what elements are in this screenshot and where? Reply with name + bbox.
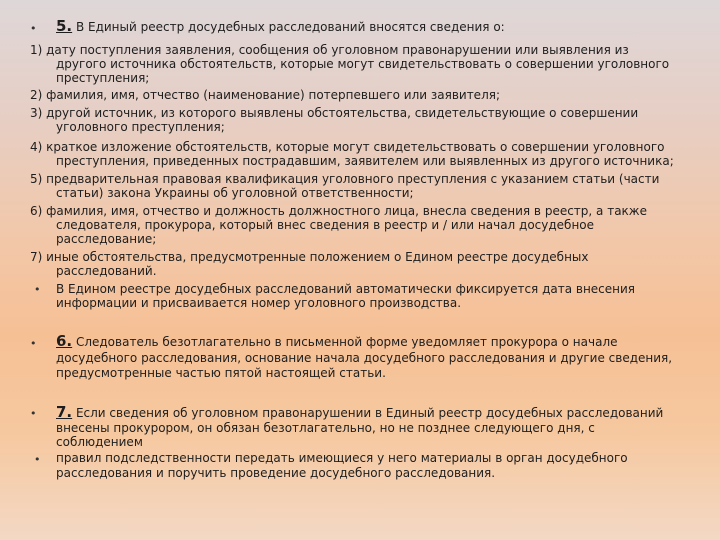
section-5-heading [56, 19, 505, 34]
list-item-7-line-1: 7) иные обстоятельства, предусмотренные положением о Едином реестре досудебных [30, 250, 589, 264]
section-7-line-1 [56, 405, 663, 420]
list-item-2-line-1: 2) фамилия, имя, отчество (наименование) потерпевшего или заявителя; [30, 88, 500, 102]
bullet-marker: • [30, 407, 37, 420]
list-item-3-line-2: уголовного преступления; [56, 120, 225, 134]
section-7-line-2: внесены прокурором, он обязан безотлагательно, но не позднее следующего дня, с [56, 421, 595, 435]
bullet-marker: • [30, 337, 37, 350]
section-5-number: 5. [56, 17, 73, 35]
list-item-6-line-2: следователя, прокурора, который внес сведения в реестр и / или начал досудебное [56, 218, 595, 232]
list-item-3-line-1: 3) другой источник, из которого выявлены обстоятельства, свидетельствующие о совершении [30, 106, 639, 120]
section-7-rule-line-1: правил подследственности передать имеющиеся у него материалы в орган досудебного [56, 451, 628, 465]
section-7-text-1: Если сведения об уголовном правонарушении в Единый реестр досудебных расследований [72, 406, 664, 420]
section-6-line-3: предусмотренные частью пятой настоящей статьи. [56, 366, 386, 380]
list-item-7-line-2: расследований. [56, 264, 157, 278]
section-5-note-line-2: информации и присваивается номер уголовного производства. [56, 296, 462, 310]
list-item-5-line-1: 5) предварительная правовая квалификация уголовного преступления с указанием статьи (части [30, 172, 660, 186]
list-item-1-line-1: 1) дату поступления заявления, сообщения об уголовном правонарушении или выявления из [30, 43, 629, 57]
section-7-rule-line-2: расследования и поручить проведение досудебного расследования. [56, 466, 496, 480]
list-item-4-line-2: преступления, приведенных пострадавшим, заявителем или выявленных из другого источника; [56, 154, 674, 168]
bullet-marker: • [34, 453, 41, 466]
section-6-line-1 [56, 334, 618, 349]
list-item-5-line-2: статьи) закона Украины об уголовной ответственности; [56, 186, 414, 200]
section-6-text-1: Следователь безотлагательно в письменной форме уведомляет прокурора о начале [72, 335, 618, 349]
section-7-number: 7. [56, 403, 73, 421]
section-6-number: 6. [56, 332, 73, 350]
section-5-note-line-1: В Едином реестре досудебных расследований автоматически фиксируется дата внесения [56, 282, 636, 296]
list-item-6-line-1: 6) фамилия, имя, отчество и должность должностного лица, внесла сведения в реестр, а также [30, 204, 647, 218]
section-7-line-3: соблюдением [56, 435, 143, 449]
list-item-1-line-3: преступления; [56, 71, 150, 85]
list-item-6-line-3: расследование; [56, 232, 157, 246]
section-5-intro: В Единый реестр досудебных расследований вносятся сведения о: [72, 20, 505, 34]
bullet-marker: • [30, 22, 37, 35]
list-item-1-line-2: другого источника обстоятельств, которые могут свидетельствовать о совершении уголовного [56, 57, 670, 71]
section-6-line-2: досудебного расследования, основание начала досудебного расследования и другие сведения, [56, 351, 673, 365]
bullet-marker: • [34, 283, 41, 296]
list-item-4-line-1: 4) краткое изложение обстоятельств, которые могут свидетельствовать о совершении уголовного [30, 140, 665, 154]
